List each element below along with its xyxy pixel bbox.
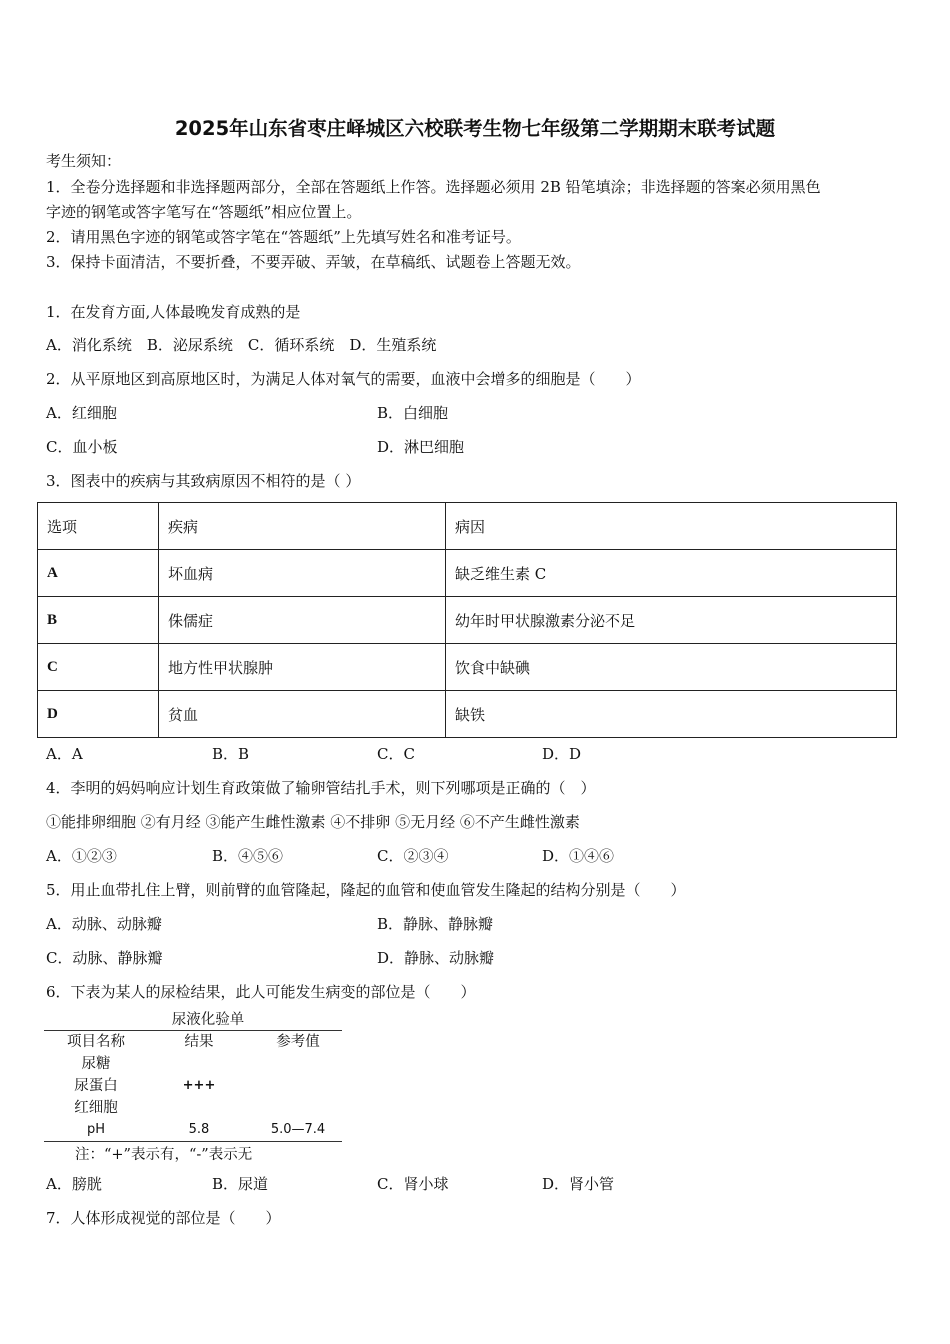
q5-option-a: A．动脉、动脉瓣	[46, 915, 162, 933]
table-header-cell: 病因	[446, 503, 897, 550]
q6-option-d: D．肾小管	[542, 1175, 615, 1193]
q4-option-b: B．④⑤⑥	[212, 847, 284, 865]
table-cell: +++	[182, 1078, 216, 1093]
notice-line-2: 2．请用黑色字迹的钢笔或答字笔在“答题纸”上先填写姓名和准考证号。	[46, 228, 521, 246]
q2-option-b: B．白细胞	[377, 404, 449, 422]
table-header-row	[44, 1031, 342, 1053]
page-title: 2025年山东省枣庄峄城区六校联考生物七年级第二学期期末联考试题	[174, 117, 776, 140]
table-header-cell: 结果	[184, 1034, 214, 1050]
table-cell: D	[38, 691, 159, 738]
table-cell: 饮食中缺碘	[446, 644, 897, 691]
q2-option-d: D．淋巴细胞	[377, 438, 465, 456]
table-header-cell: 选项	[38, 503, 159, 550]
notice-line-1b: 字迹的钢笔或答字笔写在“答题纸”相应位置上。	[46, 203, 362, 221]
table-cell: 侏儒症	[159, 597, 446, 644]
table-cell: 尿糖	[81, 1056, 111, 1072]
q3-table	[37, 502, 897, 738]
table-row	[44, 1119, 342, 1141]
table-row	[38, 691, 897, 738]
q2-option-a: A．红细胞	[46, 404, 117, 422]
q6-stem: 6．下表为某人的尿检结果，此人可能发生病变的部位是（ ）	[46, 983, 476, 1001]
table-cell: C	[38, 644, 159, 691]
urine-table-title: 尿液化验单	[171, 1012, 245, 1028]
q3-option-c: C．C	[377, 745, 415, 763]
notice-line-1a: 1．全卷分选择题和非选择题两部分，全部在答题纸上作答。选择题必须用 2B 铅笔填涂；非选择题的答案必须用黑色	[46, 178, 821, 196]
q5-stem: 5．用止血带扎住上臂，则前臂的血管隆起，隆起的血管和使血管发生隆起的结构分别是（ ）	[46, 881, 686, 899]
table-cell: 幼年时甲状腺激素分泌不足	[446, 597, 897, 644]
table-row	[44, 1075, 342, 1097]
table-cell: A	[38, 550, 159, 597]
q2-stem: 2．从平原地区到高原地区时，为满足人体对氧气的需要，血液中会增多的细胞是（ ）	[46, 370, 641, 388]
table-row	[38, 597, 897, 644]
q3-option-b: B．B	[212, 745, 250, 763]
table-cell: 5.0—7.4	[270, 1122, 326, 1137]
q6-option-b: B．尿道	[212, 1175, 269, 1193]
table-cell: 缺铁	[446, 691, 897, 738]
table-cell: 红细胞	[74, 1100, 118, 1116]
urine-test-table	[44, 1010, 342, 1142]
q3-stem: 3．图表中的疾病与其致病原因不相符的是（ ）	[46, 472, 361, 490]
table-row	[44, 1053, 342, 1075]
table-cell: 贫血	[159, 691, 446, 738]
table-cell: 地方性甲状腺肿	[159, 644, 446, 691]
q5-option-c: C．动脉、静脉瓣	[46, 949, 163, 967]
q7-stem: 7．人体形成视觉的部位是（ ）	[46, 1209, 281, 1227]
q5-option-d: D．静脉、动脉瓣	[377, 949, 495, 967]
urine-table-note: 注：“+”表示有，“-”表示无	[75, 1147, 253, 1163]
table-header-cell: 参考值	[276, 1034, 320, 1050]
table-bottom-rule	[44, 1141, 342, 1142]
table-cell: 5.8	[188, 1122, 210, 1137]
q4-items: ①能排卵细胞 ②有月经 ③能产生雌性激素 ④不排卵 ⑤无月经 ⑥不产生雌性激素	[46, 813, 580, 831]
q3-option-a: A．A	[46, 745, 83, 763]
notice-heading: 考生须知：	[46, 152, 122, 170]
table-row	[38, 550, 897, 597]
table-row	[38, 644, 897, 691]
table-cell: 坏血病	[159, 550, 446, 597]
q4-option-a: A．①②③	[46, 847, 117, 865]
q1-stem: 1．在发育方面,人体最晚发育成熟的是	[46, 303, 301, 321]
q4-option-d: D．①④⑥	[542, 847, 615, 865]
q1-options: A．消化系统 B．泌尿系统 C．循环系统 D．生殖系统	[46, 336, 437, 354]
table-cell: 缺乏维生素 C	[446, 550, 897, 597]
table-cell: 尿蛋白	[74, 1078, 118, 1094]
table-row	[44, 1097, 342, 1119]
q4-option-c: C．②③④	[377, 847, 449, 865]
q3-option-d: D．D	[542, 745, 582, 763]
q2-option-c: C．血小板	[46, 438, 118, 456]
q6-option-c: C．肾小球	[377, 1175, 449, 1193]
table-cell: B	[38, 597, 159, 644]
table-header-cell: 疾病	[159, 503, 446, 550]
notice-line-3: 3．保持卡面清洁，不要折叠，不要弄破、弄皱，在草稿纸、试题卷上答题无效。	[46, 253, 581, 271]
q6-option-a: A．膀胱	[46, 1175, 102, 1193]
table-cell: pH	[86, 1122, 106, 1137]
table-header-cell: 项目名称	[67, 1034, 125, 1050]
q5-option-b: B．静脉、静脉瓣	[377, 915, 494, 933]
table-header-row	[38, 503, 897, 550]
q4-stem: 4．李明的妈妈响应计划生育政策做了输卵管结扎手术，则下列哪项是正确的（ ）	[46, 779, 596, 797]
